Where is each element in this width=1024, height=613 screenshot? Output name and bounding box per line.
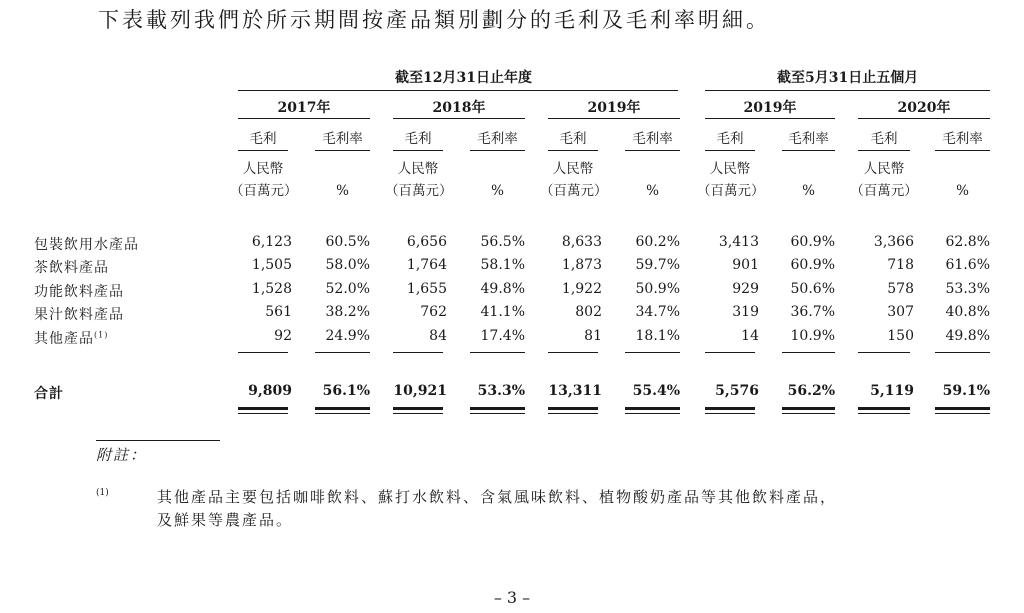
unit-percent: %	[802, 183, 815, 199]
total-double-rule	[548, 413, 598, 414]
cell-gross-profit: 929	[732, 281, 759, 297]
total-double-rule	[858, 407, 910, 410]
unit-millions: （百萬元）	[385, 183, 453, 199]
cell-gross-profit: 1,655	[406, 281, 447, 297]
total-gross-profit: 5,576	[715, 383, 759, 399]
row-label	[34, 304, 124, 324]
cell-gross-profit: 1,528	[251, 281, 292, 297]
total-double-rule	[470, 407, 525, 410]
cell-gross-margin: 58.0%	[325, 257, 370, 273]
cell-gross-margin: 61.6%	[945, 257, 990, 273]
total-gross-profit: 9,809	[248, 383, 292, 399]
year-rule	[858, 118, 990, 119]
unit-percent: %	[491, 183, 504, 199]
header-gross-profit: 毛利	[404, 131, 432, 147]
row-label	[34, 257, 109, 277]
cell-gross-margin: 17.4%	[480, 328, 525, 344]
subtotal-rule	[548, 352, 598, 353]
total-gross-profit: 13,311	[548, 383, 602, 399]
cell-gross-profit: 307	[887, 304, 914, 320]
total-double-rule	[935, 407, 990, 410]
year-header: 2017年	[277, 100, 331, 116]
total-double-rule	[393, 407, 443, 410]
cell-gross-margin: 38.2%	[325, 304, 370, 320]
subheader-rule	[858, 150, 910, 151]
rule-year-end	[238, 90, 678, 91]
year-header: 2018年	[432, 100, 486, 116]
subtotal-rule	[625, 352, 680, 353]
unit-currency: 人民幣	[709, 161, 751, 177]
row-label-text: 包裝飲用水產品	[34, 237, 139, 253]
total-gross-margin: 59.1%	[942, 383, 990, 399]
cell-gross-margin: 34.7%	[635, 304, 680, 320]
subheader-rule	[238, 150, 288, 151]
total-gross-margin: 56.2%	[787, 383, 835, 399]
total-double-rule	[393, 413, 443, 414]
cell-gross-margin: 24.9%	[325, 328, 370, 344]
unit-currency: 人民幣	[242, 161, 284, 177]
cell-gross-margin: 50.9%	[635, 281, 680, 297]
note-marker: (1)	[96, 488, 109, 498]
cell-gross-margin: 60.9%	[790, 257, 835, 273]
footnote-ref: (1)	[94, 330, 109, 340]
unit-millions: （百萬元）	[230, 183, 298, 199]
year-rule	[393, 118, 525, 119]
cell-gross-profit: 1,922	[561, 281, 602, 297]
row-label-text: 果汁飲料產品	[34, 307, 124, 323]
cell-gross-profit: 6,656	[406, 234, 447, 250]
subtotal-rule	[238, 352, 288, 353]
total-gross-profit: 5,119	[870, 383, 914, 399]
cell-gross-margin: 56.5%	[480, 234, 525, 250]
total-double-rule	[782, 407, 835, 410]
total-gross-margin: 56.1%	[322, 383, 370, 399]
intro-text: 下表載列我們於所示期間按產品類別劃分的毛利及毛利率明細。	[98, 8, 770, 32]
group-header-year-end: 截至12月31日止年度	[395, 70, 532, 86]
subheader-rule	[315, 150, 370, 151]
subtotal-rule	[935, 352, 990, 353]
unit-millions: （百萬元）	[540, 183, 608, 199]
subheader-rule	[705, 150, 755, 151]
total-double-rule	[782, 413, 835, 414]
unit-millions: （百萬元）	[850, 183, 918, 199]
cell-gross-profit: 901	[732, 257, 759, 273]
total-gross-margin: 55.4%	[632, 383, 680, 399]
total-double-rule	[625, 407, 680, 410]
total-double-rule	[238, 407, 288, 410]
subtotal-rule	[705, 352, 755, 353]
row-label-text: 其他產品	[34, 331, 94, 347]
unit-percent: %	[646, 183, 659, 199]
subheader-rule	[548, 150, 598, 151]
year-rule	[548, 118, 680, 119]
header-gross-margin: 毛利率	[322, 131, 363, 147]
header-gross-margin: 毛利率	[477, 131, 518, 147]
cell-gross-profit: 6,123	[251, 234, 292, 250]
cell-gross-margin: 49.8%	[480, 281, 525, 297]
total-double-rule	[858, 413, 910, 414]
cell-gross-margin: 58.1%	[480, 257, 525, 273]
cell-gross-margin: 62.8%	[945, 234, 990, 250]
row-label-text: 功能飲料產品	[34, 284, 124, 300]
cell-gross-profit: 92	[274, 328, 292, 344]
row-label	[34, 281, 124, 301]
group-header-five-months: 截至5月31日止五個月	[777, 70, 919, 86]
cell-gross-margin: 60.9%	[790, 234, 835, 250]
unit-percent: %	[336, 183, 349, 199]
cell-gross-profit: 762	[420, 304, 447, 320]
rule-five-months	[705, 90, 990, 91]
unit-currency: 人民幣	[552, 161, 594, 177]
total-double-rule	[470, 413, 525, 414]
year-header: 2020年	[897, 100, 951, 116]
cell-gross-profit: 3,413	[718, 234, 759, 250]
note-line-2: 及鮮果等農產品。	[157, 511, 294, 529]
cell-gross-profit: 8,633	[561, 234, 602, 250]
total-gross-margin: 53.3%	[477, 383, 525, 399]
unit-currency: 人民幣	[397, 161, 439, 177]
header-gross-profit: 毛利	[559, 131, 587, 147]
header-gross-margin: 毛利率	[632, 131, 673, 147]
subtotal-rule	[782, 352, 835, 353]
total-double-rule	[315, 413, 370, 414]
cell-gross-profit: 84	[429, 328, 447, 344]
unit-millions: （百萬元）	[697, 183, 765, 199]
total-double-rule	[548, 407, 598, 410]
total-double-rule	[315, 407, 370, 410]
subheader-rule	[935, 150, 990, 151]
cell-gross-profit: 561	[265, 304, 292, 320]
header-gross-profit: 毛利	[716, 131, 744, 147]
unit-percent: %	[956, 183, 969, 199]
header-gross-profit: 毛利	[870, 131, 898, 147]
notes-heading: 附註：	[96, 446, 148, 464]
row-label	[34, 234, 139, 254]
year-header: 2019年	[587, 100, 641, 116]
cell-gross-profit: 319	[732, 304, 759, 320]
cell-gross-margin: 41.1%	[480, 304, 525, 320]
total-double-rule	[935, 413, 990, 414]
total-double-rule	[705, 413, 755, 414]
cell-gross-margin: 18.1%	[635, 328, 680, 344]
cell-gross-margin: 53.3%	[945, 281, 990, 297]
unit-currency: 人民幣	[863, 161, 905, 177]
total-label: 合計	[34, 386, 64, 402]
subtotal-rule	[858, 352, 910, 353]
subheader-rule	[625, 150, 680, 151]
total-double-rule	[705, 407, 755, 410]
row-label	[34, 328, 108, 348]
page-number: – 3 –	[493, 588, 531, 607]
cell-gross-profit: 578	[887, 281, 914, 297]
cell-gross-margin: 59.7%	[635, 257, 680, 273]
subtotal-rule	[393, 352, 443, 353]
cell-gross-margin: 36.7%	[790, 304, 835, 320]
cell-gross-profit: 718	[887, 257, 914, 273]
row-label-text: 茶飲料產品	[34, 260, 109, 276]
year-rule	[705, 118, 835, 119]
year-header: 2019年	[743, 100, 797, 116]
subheader-rule	[470, 150, 525, 151]
footnote-rule	[96, 440, 220, 441]
subtotal-rule	[315, 352, 370, 353]
cell-gross-profit: 14	[741, 328, 759, 344]
cell-gross-margin: 40.8%	[945, 304, 990, 320]
header-gross-profit: 毛利	[249, 131, 277, 147]
cell-gross-profit: 1,873	[561, 257, 602, 273]
subheader-rule	[393, 150, 443, 151]
cell-gross-margin: 60.2%	[635, 234, 680, 250]
total-gross-profit: 10,921	[393, 383, 447, 399]
cell-gross-margin: 52.0%	[325, 281, 370, 297]
header-gross-margin: 毛利率	[788, 131, 829, 147]
cell-gross-margin: 50.6%	[790, 281, 835, 297]
cell-gross-profit: 1,505	[251, 257, 292, 273]
cell-gross-profit: 81	[584, 328, 602, 344]
cell-gross-profit: 3,366	[873, 234, 914, 250]
total-double-rule	[625, 413, 680, 414]
cell-gross-profit: 1,764	[406, 257, 447, 273]
year-rule	[238, 118, 370, 119]
cell-gross-profit: 802	[575, 304, 602, 320]
cell-gross-margin: 49.8%	[945, 328, 990, 344]
subheader-rule	[782, 150, 835, 151]
header-gross-margin: 毛利率	[942, 131, 983, 147]
total-double-rule	[238, 413, 288, 414]
cell-gross-profit: 150	[887, 328, 914, 344]
note-line-1: 其他產品主要包括咖啡飲料、蘇打水飲料、含氣風味飲料、植物酸奶產品等其他飲料產品，	[157, 488, 838, 506]
cell-gross-margin: 60.5%	[325, 234, 370, 250]
subtotal-rule	[470, 352, 525, 353]
cell-gross-margin: 10.9%	[790, 328, 835, 344]
